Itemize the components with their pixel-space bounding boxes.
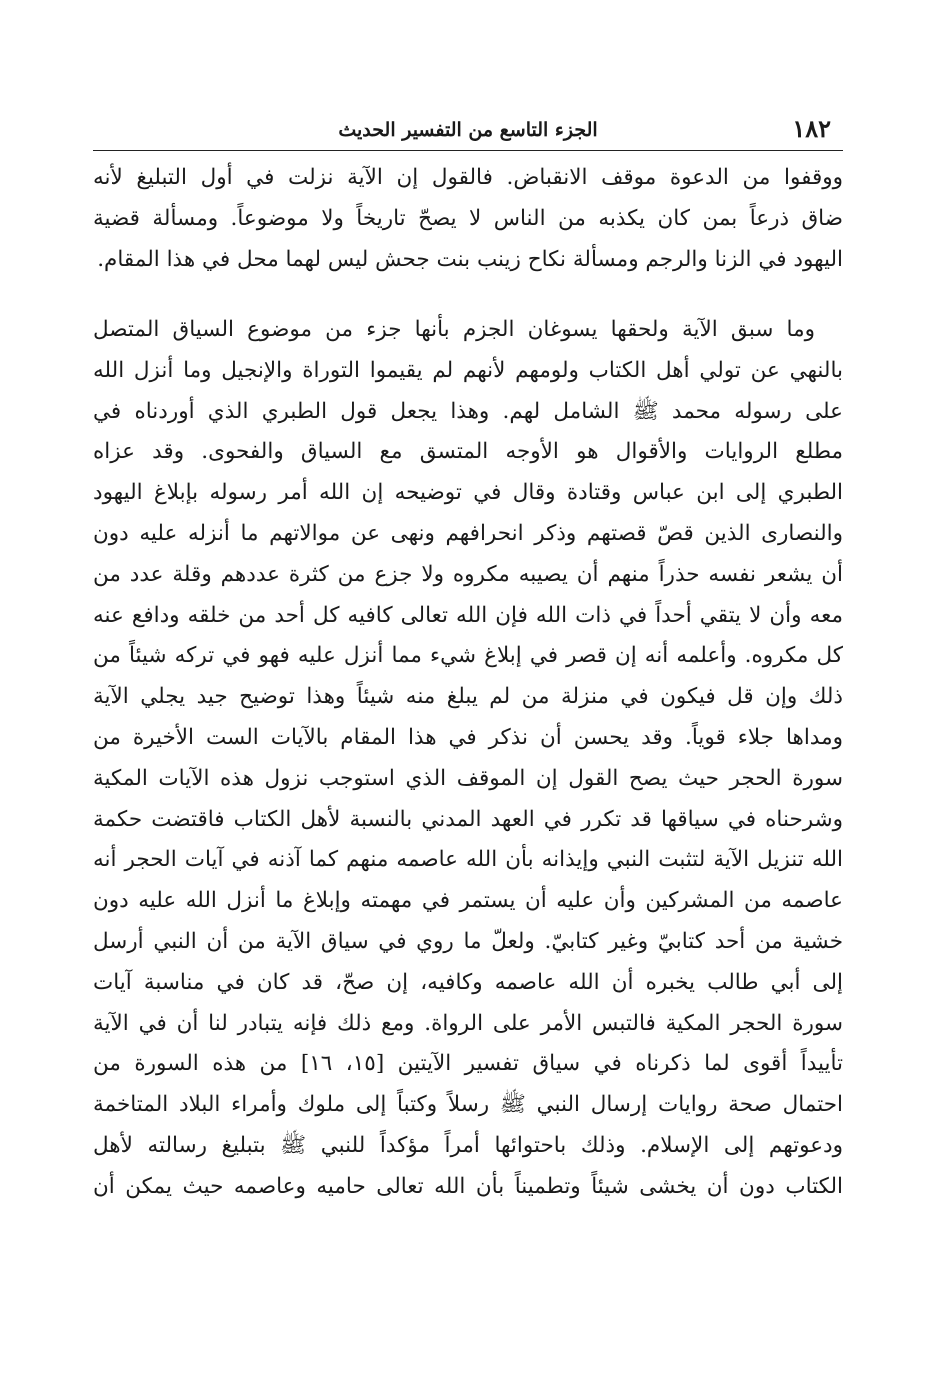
text-line: أن يشعر نفسه حذراً منهم أن يصيبه مكروه ولا جزع من كثرة عددهم وقلة عدد من xyxy=(93,561,843,587)
text-line: معه وأن لا يتقي أحداً في ذات الله فإن الله تعالى كافيه كل أحد من خلقه ودافع عنه xyxy=(93,602,843,628)
text-line: عاصمه من المشركين وأن عليه أن يستمر في مهمته وإبلاغ ما أنزل الله عليه دون xyxy=(93,888,843,914)
paragraph-1 xyxy=(93,158,843,280)
text-line: خشية من أحد كتابيّ وغير كتابيّ. ولعلّ ما روي في سياق الآية من أن النبي أرسل xyxy=(93,928,843,954)
text-line: الطبري إلى ابن عباس وقتادة وقال في توضيحه إن الله أمر رسوله بإبلاغ اليهود xyxy=(93,480,843,506)
text-line: والنصارى الذين قصّ قصتهم وذكر انحرافهم ونهى عن موالاتهم ما أنزله عليه دون xyxy=(93,520,843,546)
text-line: ذلك وإن قل فيكون في منزلة من لم يبلغ منه شيئاً وهذا توضيح جيد يجلي الآية xyxy=(93,684,843,710)
text-line: مطلع الروايات والأقوال هو الأوجه المتسق مع السياق والفحوى. وقد عزاه xyxy=(93,439,843,465)
text-line: اليهود في الزنا والرجم ومسألة نكاح زينب بنت جحش ليس لهما محل في هذا المقام. xyxy=(97,246,843,272)
text-line: ودعوتهم إلى الإسلام. وذلك باحتوائها أمراً مؤكداً للنبي ﷺ بتبليغ رسالته لأهل xyxy=(93,1132,843,1158)
text-line: تأييداً أقوى لما ذكرناه في سياق تفسير الآيتين [١٥، ١٦] من هذه السورة من xyxy=(93,1051,843,1077)
text-line: بالنهي عن تولي أهل الكتاب ولومهم لأنهم لم يقيموا التوراة والإنجيل وما أنزل الله xyxy=(93,357,843,383)
text-line: كل مكروه. وأعلمه أنه إن قصر في إبلاغ شيء مما أنزل عليه فهو في تركه شيئاً من xyxy=(93,643,843,669)
header-rule xyxy=(93,150,843,151)
text-line: وما سبق الآية ولحقها يسوغان الجزم بأنها جزء من موضوع السياق المتصل xyxy=(93,317,815,342)
text-line: ضاق ذرعاً بمن كان يكذبه من الناس لا يصحّ تاريخاً ولا موضوعاً. ومسألة قضية xyxy=(93,205,843,231)
text-line: ومداها جلاء قوياً. وقد يحسن أن نذكر في هذا المقام بالآيات الست الأخيرة من xyxy=(93,724,843,750)
page-number: ١٨٢ xyxy=(792,114,831,143)
paragraph-2 xyxy=(93,310,843,1208)
text-line: سورة الحجر حيث يصح القول إن الموقف الذي استوجب نزول هذه الآيات المكية xyxy=(93,765,843,791)
text-line: الله تنزيل الآية لتثبت النبي وإيذانه بأن الله عاصمه منهم كما آذنه في آيات الحجر أنه xyxy=(93,847,843,873)
text-line: احتمال صحة روايات إرسال النبي ﷺ رسلاً وكتباً إلى ملوك وأمراء البلاد المتاخمة xyxy=(93,1092,843,1118)
text-line: الكتاب دون أن يخشى شيئاً وتطميناً بأن الله تعالى حاميه وعاصمه حيث يمكن أن xyxy=(93,1173,843,1199)
text-line: ووقفوا من الدعوة موقف الانقباض. فالقول إن الآية نزلت في أول التبليغ لأنه xyxy=(93,165,843,190)
running-header xyxy=(93,112,843,148)
running-title: الجزء التاسع من التفسير الحديث xyxy=(338,119,598,141)
text-line: وشرحناه في سياقها قد تكرر في العهد المدني بالنسبة لأهل الكتاب فاقتضت حكمة xyxy=(93,806,843,832)
text-line: إلى أبي طالب يخبره أن الله عاصمه وكافيه، إن صحّ، قد كان في مناسبة آيات xyxy=(93,969,843,995)
text-line: سورة الحجر المكية فالتبس الأمر على الرواة. ومع ذلك فإنه يتبادر لنا أن في الآية xyxy=(93,1010,843,1036)
text-line: على رسوله محمد ﷺ الشامل لهم. وهذا يجعل قول الطبري الذي أوردناه في xyxy=(93,398,843,424)
